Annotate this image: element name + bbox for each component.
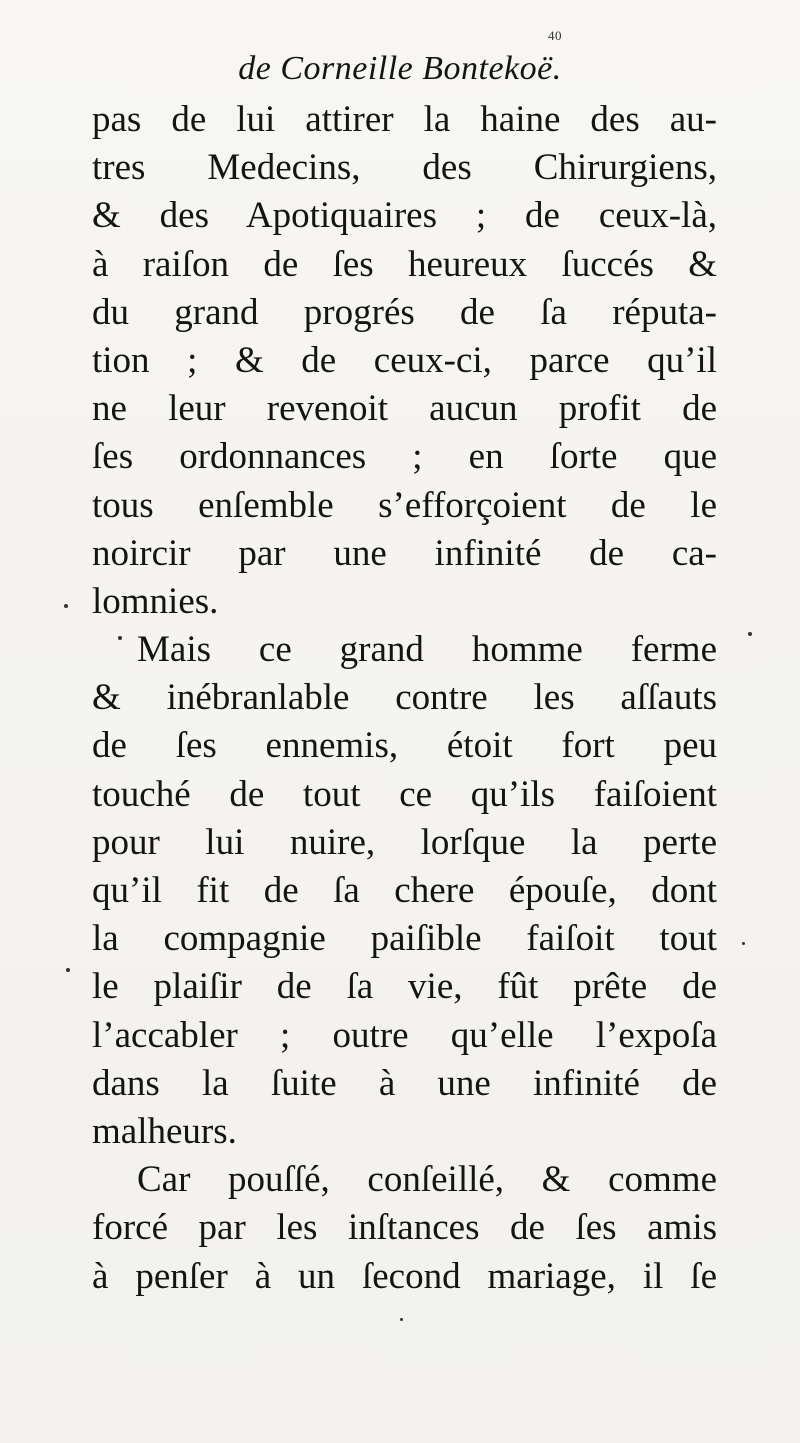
text-line: pour lui nuire, lorſque la perte <box>92 821 717 863</box>
text-line: la compagnie paiſible faiſoit tout <box>92 918 717 960</box>
running-header <box>0 28 800 88</box>
text-line: l’accabler ; outre qu’elle l’expoſa <box>92 1014 717 1056</box>
text-line: forcé par les inſtances de ſes amis <box>92 1207 717 1249</box>
text-line: ne leur revenoit aucun profit de <box>92 388 717 430</box>
text-line: de ſes ennemis, étoit fort peu <box>92 725 717 767</box>
text-line: tres Medecins, des Chirurgiens, <box>92 147 717 189</box>
paper-speck <box>118 636 122 640</box>
text-line: tous enſemble s’efforçoient de le <box>92 484 717 526</box>
text-line: le plaiſir de ſa vie, fût prête de <box>92 966 717 1008</box>
paragraph-first-line: Car pouſſé, conſeillé, & comme <box>137 1159 717 1201</box>
paper-speck <box>400 1318 403 1321</box>
text-line: à raiſon de ſes heureux ſuccés & <box>92 243 717 285</box>
body-text <box>92 96 717 1301</box>
text-line: qu’il fit de ſa chere épouſe, dont <box>92 870 717 911</box>
text-line: malheurs. <box>92 1110 237 1152</box>
text-line: & inébranlable contre les aſſauts <box>92 677 717 719</box>
page-folio: 40 <box>548 28 562 43</box>
text-line: tion ; & de ceux-ci, parce qu’il <box>92 339 717 381</box>
text-line: noircir par une infinité de ca- <box>92 532 717 574</box>
text-line: lomnies. <box>92 580 219 622</box>
text-line: touché de tout ce qu’ils faiſoient <box>92 773 717 815</box>
text-line: & des Apotiquaires ; de ceux-là, <box>92 195 717 237</box>
paper-speck <box>66 968 70 972</box>
text-line: pas de lui attirer la haine des au- <box>92 99 717 140</box>
running-title: de Corneille Bontekoë. <box>238 50 562 87</box>
text-line: ſes ordonnances ; en ſorte que <box>92 436 717 478</box>
text-line: à penſer à un ſecond mariage, il ſe <box>92 1255 717 1297</box>
paper-speck <box>748 632 752 636</box>
text-line: du grand progrés de ſa réputa- <box>92 291 717 333</box>
text-line: dans la ſuite à une infinité de <box>92 1062 717 1104</box>
paper-speck <box>742 942 745 945</box>
paragraph-first-line: Mais ce grand homme ferme <box>137 629 717 671</box>
paper-speck <box>64 604 68 608</box>
